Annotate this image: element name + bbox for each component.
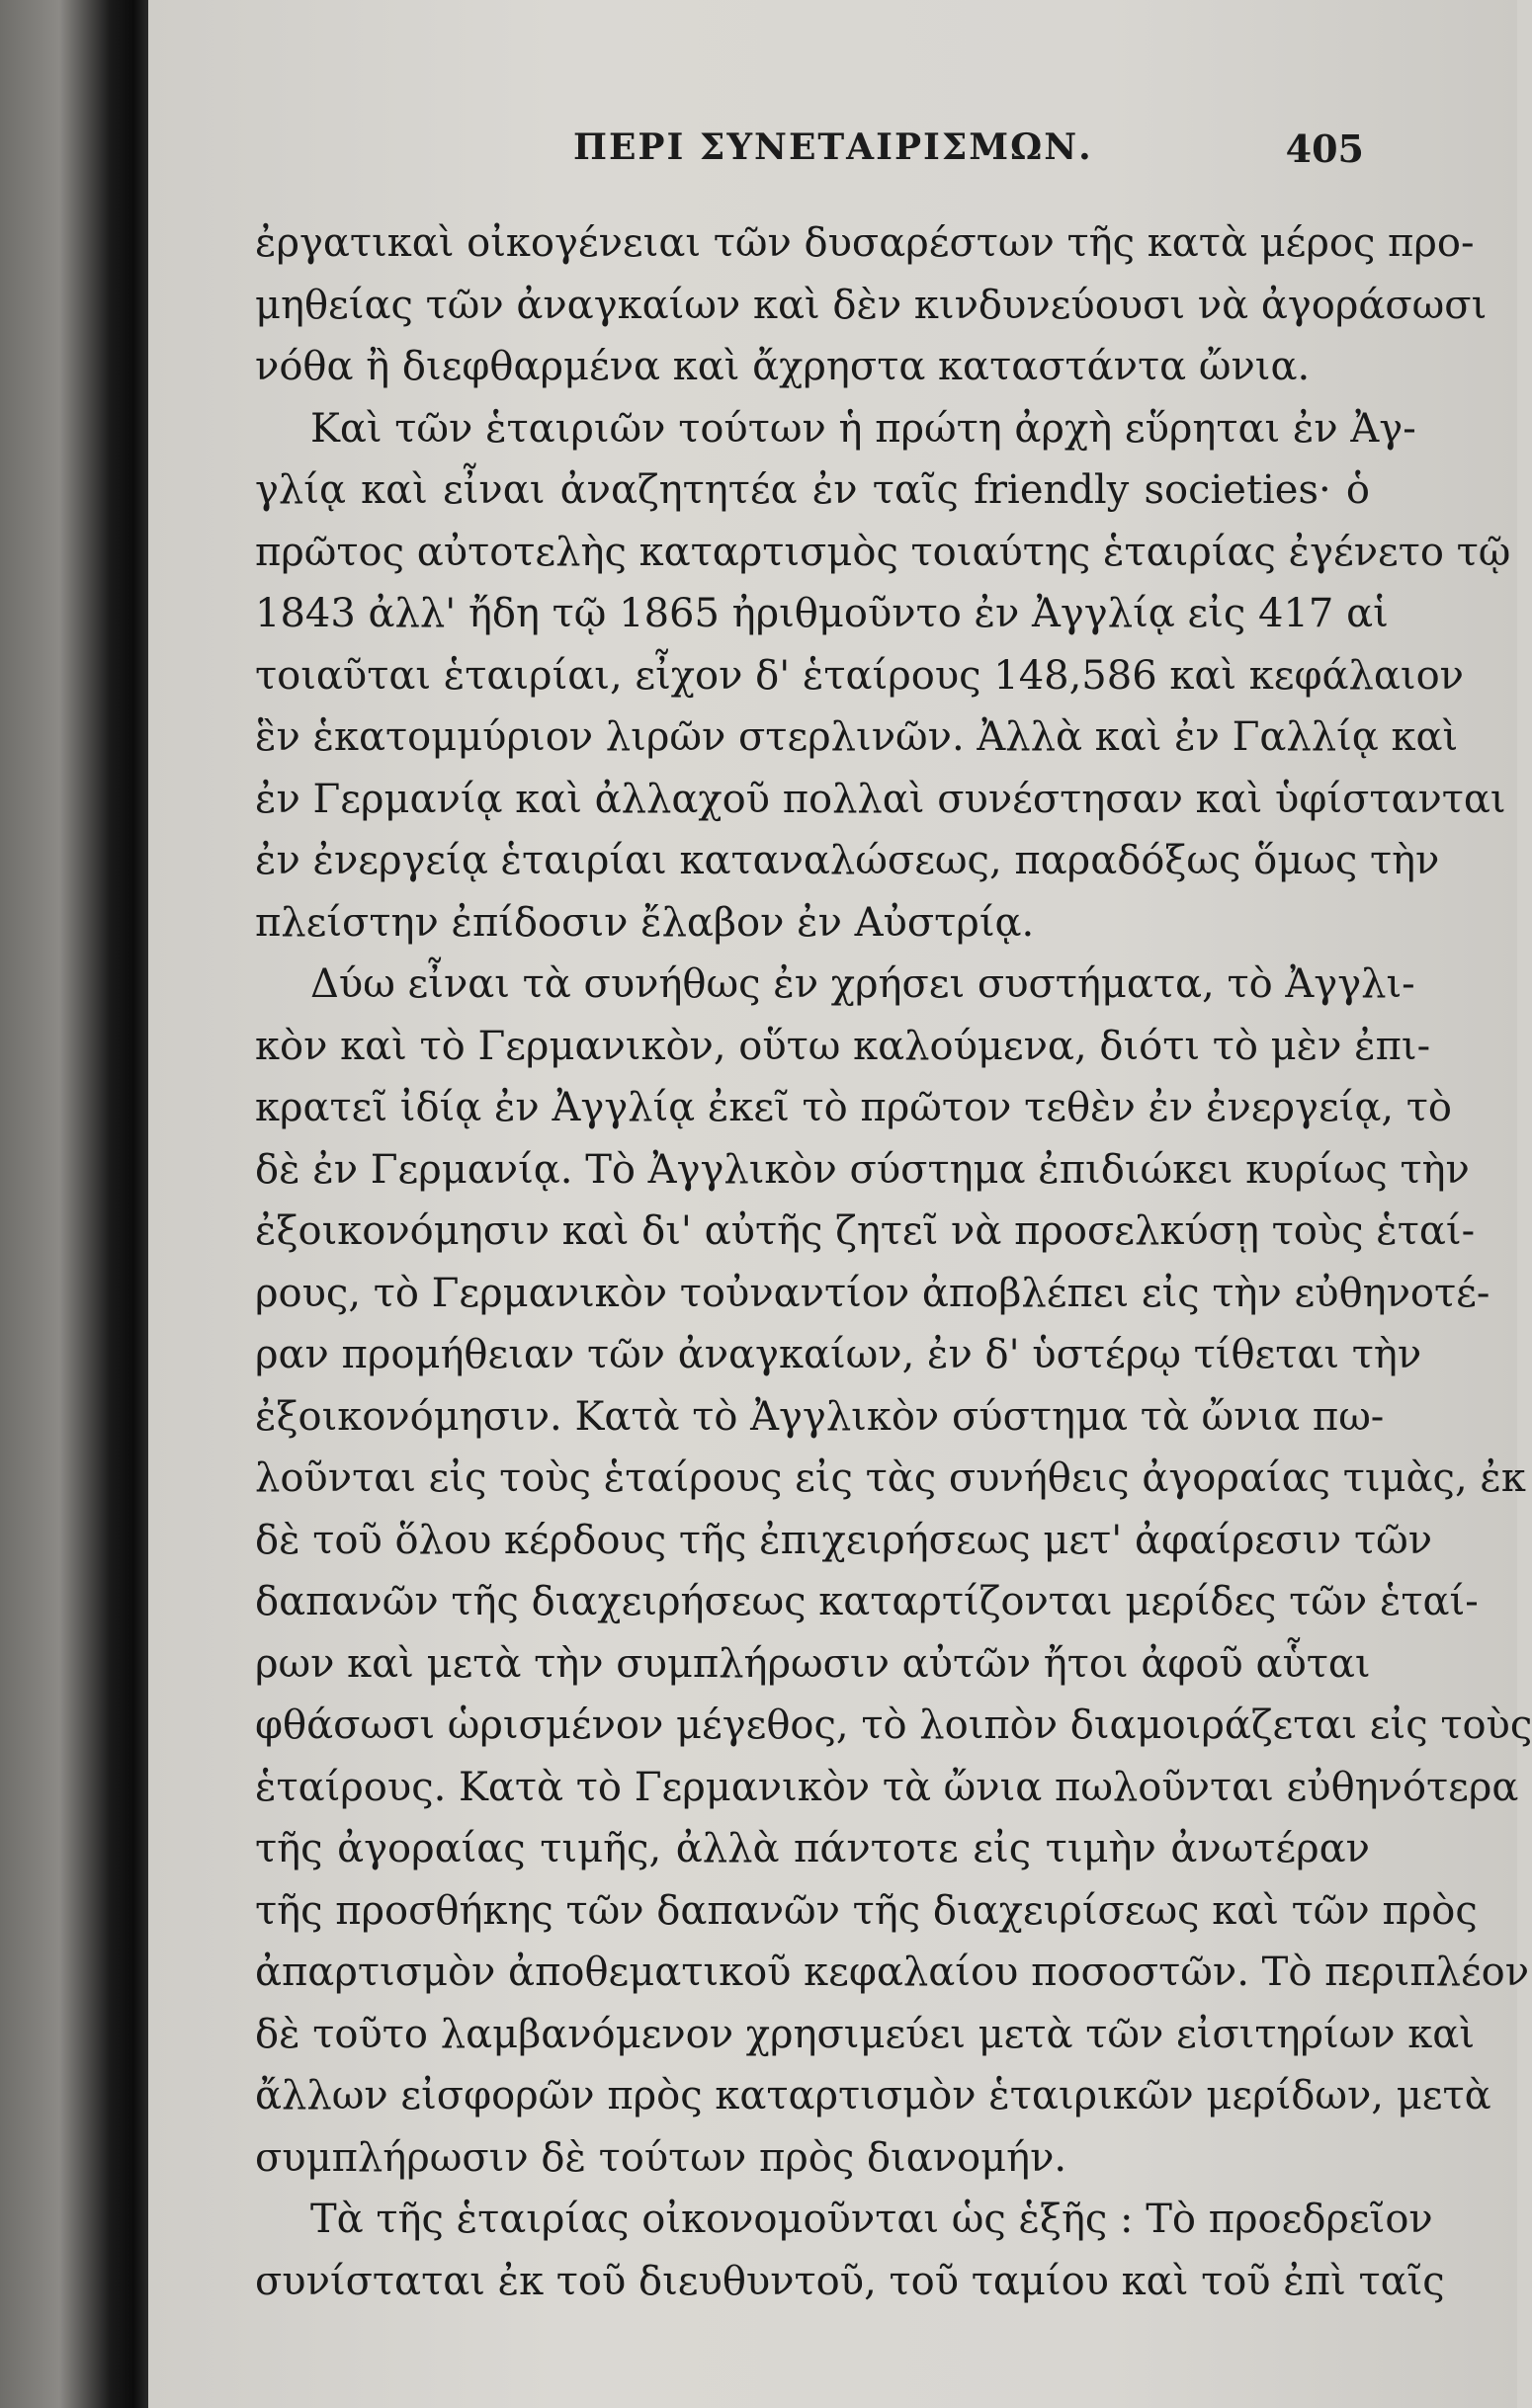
text-line: γλίᾳ καὶ εἶναι ἀναζητητέα ἐν ταῖς friendly societies· ὁ xyxy=(255,467,1370,513)
book-spine-shadow xyxy=(0,0,148,2408)
text-line: ἐν Γερμανίᾳ καὶ ἀλλαχοῦ πολλαὶ συνέστησαν καὶ ὑφίστανται xyxy=(255,776,1506,822)
text-line: τῆς ἀγοραίας τιμῆς, ἀλλὰ πάντοτε εἰς τιμὴν ἀνωτέραν xyxy=(255,1826,1370,1871)
text-line: ἓν ἑκατομμύριον λιρῶν στερλινῶν. Ἀλλὰ καὶ ἐν Γαλλίᾳ καὶ xyxy=(255,714,1459,760)
text-line: πλείστην ἐπίδοσιν ἔλαβον ἐν Αὐστρίᾳ. xyxy=(255,899,1035,946)
running-title: ΠΕΡΙ ΣΥΝΕΤΑΙΡΙΣΜΩΝ. xyxy=(573,126,1093,168)
text-line: ἐξοικονόμησιν. Κατὰ τὸ Ἀγγλικὸν σύστημα τὰ ὤνια πω- xyxy=(255,1393,1385,1440)
text-line: ἄλλων εἰσφορῶν πρὸς καταρτισμὸν ἑταιρικῶν μερίδων, μετὰ xyxy=(255,2073,1491,2118)
page-number: 405 xyxy=(1285,126,1364,171)
text-line: δαπανῶν τῆς διαχειρήσεως καταρτίζονται μερίδες τῶν ἑταί- xyxy=(255,1579,1479,1624)
text-line: ἀπαρτισμὸν ἀποθεματικοῦ κεφαλαίου ποσοστῶν. Τὸ περιπλέον xyxy=(255,1950,1530,1995)
text-line: νόθα ἢ διεφθαρμένα καὶ ἄχρηστα καταστάντα ὤνια. xyxy=(255,344,1311,389)
body-text xyxy=(255,212,1532,2312)
text-line: συνίσταται ἐκ τοῦ διευθυντοῦ, τοῦ ταμίου καὶ τοῦ ἐπὶ ταῖς xyxy=(255,2258,1445,2304)
text-line: μηθείας τῶν ἀναγκαίων καὶ δὲν κινδυνεύουσι νὰ ἀγοράσωσι xyxy=(255,282,1488,328)
text-line: πρῶτος αὐτοτελὴς καταρτισμὸς τοιαύτης ἑταιρίας ἐγένετο τῷ xyxy=(255,529,1511,575)
text-line: ρους, τὸ Γερμανικὸν τοὐναντίον ἀποβλέπει εἰς τὴν εὐθηνοτέ- xyxy=(255,1270,1490,1316)
text-line: Δύω εἶναι τὰ συνήθως ἐν χρήσει συστήματα, τὸ Ἀγγλι- xyxy=(310,961,1415,1007)
text-line: φθάσωσι ὡρισμένον μέγεθος, τὸ λοιπὸν διαμοιράζεται εἰς τοὺς xyxy=(255,1702,1532,1748)
page-header xyxy=(415,126,1364,186)
text-line: ἐξοικονόμησιν καὶ δι' αὐτῆς ζητεῖ νὰ προσελκύσῃ τοὺς ἑταί- xyxy=(255,1208,1476,1254)
text-line: ἐν ἐνεργείᾳ ἑταιρίαι καταναλώσεως, παραδόξως ὅμως τὴν xyxy=(255,838,1440,883)
text-line: Τὰ τῆς ἑταιρίας οἰκονομοῦνται ὡς ἑξῆς : Τὸ προεδρεῖον xyxy=(310,2197,1433,2242)
text-line: ρων καὶ μετὰ τὴν συμπλήρωσιν αὐτῶν ἤτοι ἀφοῦ αὗται xyxy=(255,1640,1371,1687)
text-line: ἐργατικαὶ οἰκογένειαι τῶν δυσαρέστων τῆς κατὰ μέρος προ- xyxy=(255,220,1475,266)
text-line: κὸν καὶ τὸ Γερμανικὸν, οὕτω καλούμενα, διότι τὸ μὲν ἐπι- xyxy=(255,1023,1431,1069)
text-line: 1843 ἀλλ' ἤδη τῷ 1865 ἠριθμοῦντο ἐν Ἀγγλίᾳ εἰς 417 αἱ xyxy=(255,591,1389,636)
text-line: κρατεῖ ἰδίᾳ ἐν Ἀγγλίᾳ ἐκεῖ τὸ πρῶτον τεθὲν ἐν ἐνεργείᾳ, τὸ xyxy=(255,1085,1452,1130)
text-line: δὲ ἐν Γερμανίᾳ. Τὸ Ἀγγλικὸν σύστημα ἐπιδιώκει κυρίως τὴν xyxy=(255,1146,1470,1193)
text-line: δὲ τοῦτο λαμβανόμενον χρησιμεύει μετὰ τῶν εἰσιτηρίων καὶ xyxy=(255,2011,1476,2057)
text-line: ἑταίρους. Κατὰ τὸ Γερμανικὸν τὰ ὤνια πωλοῦνται εὐθηνότερα xyxy=(255,1764,1519,1810)
text-line: λοῦνται εἰς τοὺς ἑταίρους εἰς τὰς συνήθεις ἀγοραίας τιμὰς, ἐκ xyxy=(255,1455,1526,1501)
text-line: Καὶ τῶν ἑταιριῶν τούτων ἡ πρώτη ἀρχὴ εὕρηται ἐν Ἀγ- xyxy=(310,405,1416,452)
text-line: τοιαῦται ἑταιρίαι, εἶχον δ' ἑταίρους 148,586 καὶ κεφάλαιον xyxy=(255,652,1464,699)
text-line: δὲ τοῦ ὅλου κέρδους τῆς ἐπιχειρήσεως μετ' ἀφαίρεσιν τῶν xyxy=(255,1517,1433,1563)
text-line: ραν προμήθειαν τῶν ἀναγκαίων, ἐν δ' ὑστέρῳ τίθεται τὴν xyxy=(255,1332,1422,1377)
text-line: συμπλήρωσιν δὲ τούτων πρὸς διανομήν. xyxy=(255,2134,1067,2181)
text-line: τῆς προσθήκης τῶν δαπανῶν τῆς διαχειρίσεως καὶ τῶν πρὸς xyxy=(255,1887,1478,1934)
